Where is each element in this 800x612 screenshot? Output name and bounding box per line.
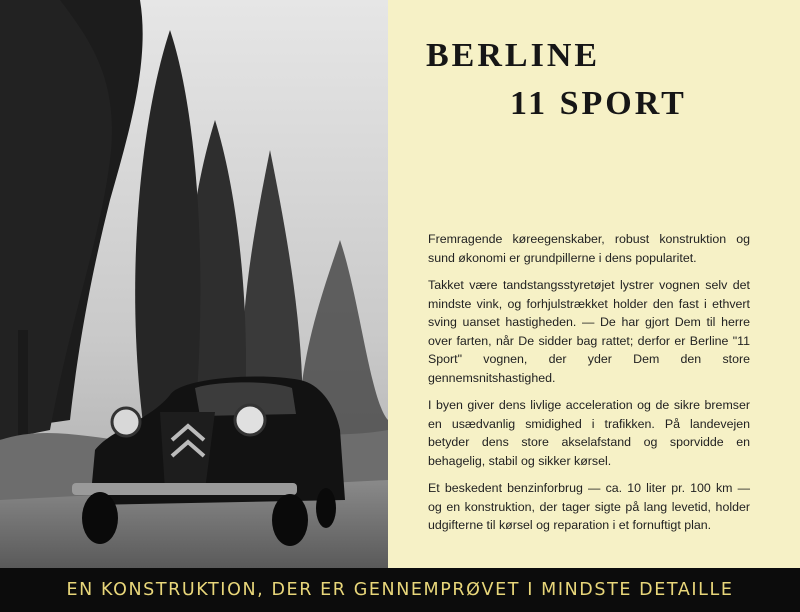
car-on-tree-lined-road-image — [0, 0, 388, 568]
text-panel — [388, 0, 800, 568]
paragraph: Fremragende køreegenskaber, robust konstruktion og sund økonomi er grundpillerne i dens popularitet. — [428, 232, 750, 265]
slogan-banner — [0, 568, 800, 612]
slogan-text: EN KONSTRUKTION, DER ER GENNEMPRØVET I MINDSTE DETAILLE — [66, 580, 734, 600]
page-title — [426, 32, 687, 128]
paragraph: Et beskedent benzinforbrug — ca. 10 liter pr. 100 km — og en konstruktion, der tager sigte på lang levetid, holder udgifterne til kørsel og reparation i et fornuftigt plan. — [428, 481, 750, 532]
paragraph: I byen giver dens livlige acceleration og de sikre bremser en usædvanlig smidighed i trafikken. På landevejen betyder dens store akselafstand og sporvidde en behagelig, stabil og sikker kørsel. — [428, 398, 750, 468]
body-text — [428, 230, 750, 544]
title-line-1: BERLINE — [426, 37, 601, 74]
paragraph: Takket være tandstangsstyretøjet lystrer vognen selv det mindste vink, og forhjulstrækket holder den fast i ethvert sving uanset hastigheden. — De har gjort Dem til herre over farten, når De sidder bag rattet; derfor er Berline "11 Sport" vognen, der yder Dem den store gennemsnitshastighed. — [428, 278, 750, 385]
car-photo — [0, 0, 388, 568]
title-line-2: 11 SPORT — [510, 85, 687, 122]
